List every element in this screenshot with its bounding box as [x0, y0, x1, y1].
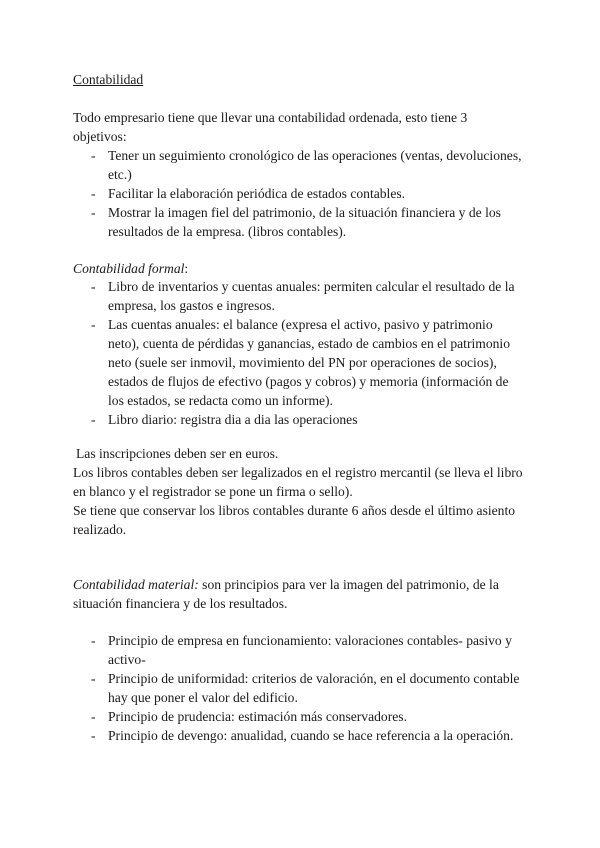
- list-item: - Principio de prudencia: estimación más conservadores.: [91, 707, 523, 726]
- principles-list: [91, 631, 523, 745]
- list-item: - Libro de inventarios y cuentas anuales: permiten calcular el resultado de la empresa, los gastos e ingresos.: [91, 277, 523, 315]
- list-item: - Principio de empresa en funcionamiento: valoraciones contables- pasivo y activo-: [91, 631, 523, 669]
- page-title: Contabilidad: [73, 72, 144, 87]
- list-item: - Mostrar la imagen fiel del patrimonio, de la situación financiera y de los resultados de la empresa. (libros contables).: [91, 203, 523, 241]
- formal-colon: :: [184, 261, 189, 276]
- formal-list: [91, 277, 523, 429]
- material-paragraph: [73, 575, 523, 613]
- notes-paragraph: [73, 444, 523, 539]
- note-line: Se tiene que conservar los libros contables durante 6 años desde el último asiento realizado.: [73, 503, 516, 537]
- note-line: Las inscripciones deben ser en euros.: [76, 446, 279, 461]
- material-text: son principios para ver la imagen del patrimonio, de la situación financiera y de los resultados.: [73, 577, 499, 611]
- list-item: - Las cuentas anuales: el balance (expresa el activo, pasivo y patrimonio neto), cuenta de pérdidas y ganancias, estado de cambios en el patrimonio neto (suele ser inmovil, movimiento del PN por operaciones de socios), estados de flujos de efectivo (pagos y cobros) y memoria (información de los estados, se redacta como un informe).: [91, 315, 523, 410]
- list-item: - Facilitar la elaboración periódica de estados contables.: [91, 184, 523, 203]
- list-item: - Principio de uniformidad: criterios de valoración, en el documento contable hay que poner el valor del edificio.: [91, 669, 523, 707]
- intro-paragraph: Todo empresario tiene que llevar una contabilidad ordenada, esto tiene 3 objetivos:: [73, 110, 468, 144]
- formal-heading: Contabilidad formal: [73, 261, 185, 276]
- list-item: - Libro diario: registra dia a dia las operaciones: [91, 410, 523, 429]
- list-item: - Principio de devengo: anualidad, cuando se hace referencia a la operación.: [91, 726, 523, 745]
- list-item: - Tener un seguimiento cronológico de las operaciones (ventas, devoluciones, etc.): [91, 146, 523, 184]
- objectives-list: [91, 146, 523, 241]
- material-heading: Contabilidad material:: [73, 577, 199, 592]
- formal-heading-line: [73, 259, 523, 278]
- note-line: Los libros contables deben ser legalizados en el registro mercantil (se lleva el libro en blanco y el registrador se pone un firma o sello).: [73, 465, 523, 499]
